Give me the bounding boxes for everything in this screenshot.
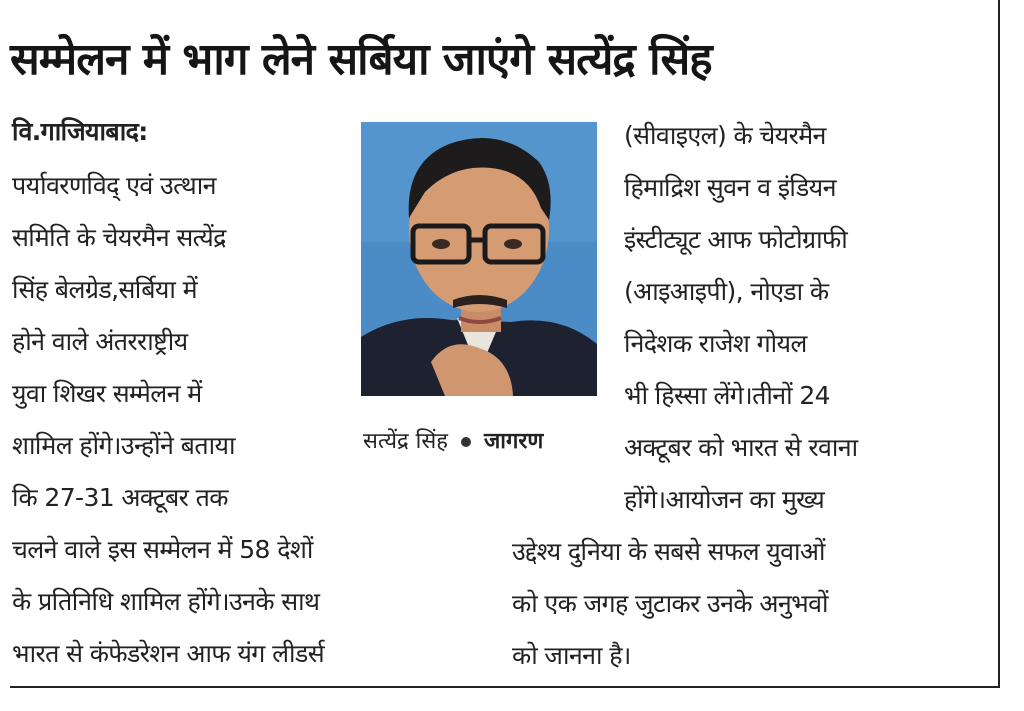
photo-caption bbox=[363, 422, 603, 462]
bottom-right-line: उद्देश्य दुनिया के सबसे सफल युवाओं bbox=[512, 537, 825, 566]
bullet-icon bbox=[461, 437, 471, 447]
left-column-line: समिति के चेयरमैन सत्येंद्र bbox=[12, 223, 226, 252]
right-column-line: हिमाद्रिश सुवन व इंडियन bbox=[624, 173, 836, 202]
left-column-line: पर्यावरणविद् एवं उत्थान bbox=[12, 171, 216, 200]
left-column-line: शामिल होंगे।उन्होंने बताया bbox=[12, 431, 235, 460]
bottom-left-line: चलने वाले इस सम्मेलन में 58 देशों bbox=[12, 535, 313, 564]
right-column-line: निदेशक राजेश गोयल bbox=[624, 329, 807, 358]
dateline: वि.गाजियाबाद: bbox=[12, 117, 148, 146]
headline: सम्मेलन में भाग लेने सर्बिया जाएंगे सत्येंद्र सिंह bbox=[10, 34, 712, 85]
portrait-illustration bbox=[361, 122, 597, 396]
left-column-line: होने वाले अंतरराष्ट्रीय bbox=[12, 327, 188, 356]
right-column-line: इंस्टीट्यूट आफ फोटोग्राफी bbox=[624, 225, 848, 254]
bottom-right-line: को जानना है। bbox=[512, 641, 631, 670]
left-column-line: सिंह बेलग्रेड,सर्बिया में bbox=[12, 275, 197, 304]
bottom-left-line: के प्रतिनिधि शामिल होंगे।उनके साथ bbox=[12, 587, 320, 616]
left-column-line: कि 27-31 अक्टूबर तक bbox=[12, 483, 228, 512]
right-column-line: भी हिस्सा लेंगे।तीनों 24 bbox=[624, 381, 830, 410]
bottom-left-line: भारत से कंफेडरेशन आफ यंग लीडर्स bbox=[12, 639, 325, 668]
caption-name: सत्येंद्र सिंह bbox=[363, 429, 448, 454]
caption-credit: जागरण bbox=[483, 429, 544, 454]
bottom-right-line: को एक जगह जुटाकर उनके अनुभवों bbox=[512, 589, 828, 618]
right-column-line: (सीवाइएल) के चेयरमैन bbox=[624, 121, 826, 150]
bottom-rule bbox=[10, 686, 1000, 688]
right-column-line: होंगे।आयोजन का मुख्य bbox=[624, 485, 825, 514]
right-column-line: अक्टूबर को भारत से रवाना bbox=[624, 433, 858, 462]
right-column-line: (आइआइपी), नोएडा के bbox=[624, 277, 829, 306]
column-rule-right bbox=[998, 0, 1000, 688]
left-column-line: युवा शिखर सम्मेलन में bbox=[12, 379, 202, 408]
portrait-photo bbox=[361, 122, 597, 396]
